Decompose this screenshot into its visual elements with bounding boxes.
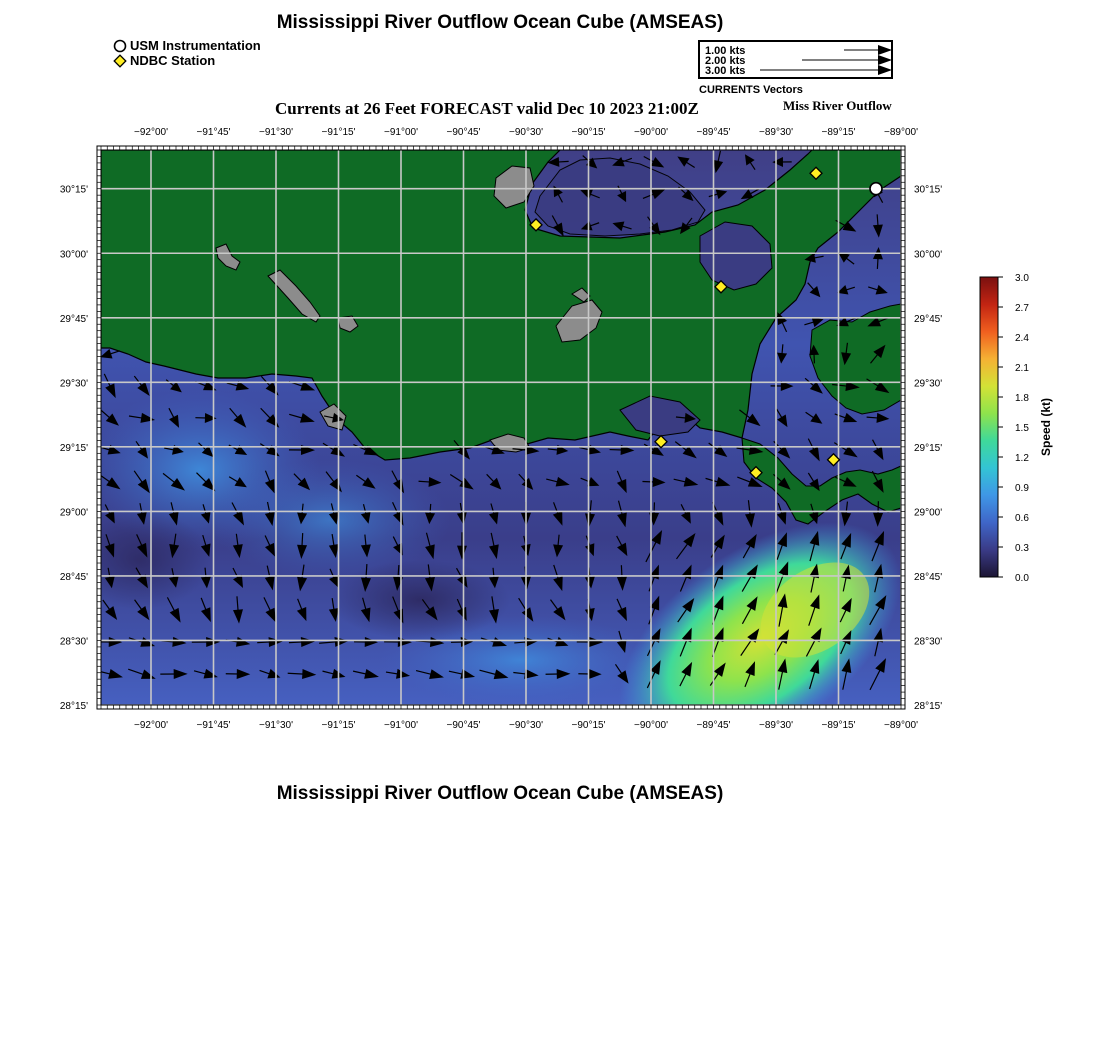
colorbar-tick-label: 0.0 [1015,573,1029,584]
lon-label: −90°15' [571,127,606,138]
lon-label: −90°00' [634,720,668,731]
lon-label: −90°45' [446,720,481,731]
colorbar-gradient [980,277,998,577]
lon-label: −89°15' [821,127,856,138]
lon-label: −89°30' [759,720,793,731]
lat-labels-right [914,185,942,712]
colorbar-tick-label: 0.6 [1015,513,1029,524]
forecast-subtitle: Currents at 26 Feet FORECAST valid Dec 10 2023 21:00Z [275,99,699,118]
lat-label: 30°00' [59,249,88,261]
colorbar-tick-label: 2.1 [1015,363,1029,374]
colorbar-ticks [998,273,1029,584]
colorbar-tick-label: 2.7 [1015,303,1029,314]
lat-labels-left [60,185,88,712]
colorbar-tick-label: 1.8 [1015,393,1029,404]
lat-label: 29°45' [914,313,943,325]
vector-key-row-2: 2.00 kts [705,55,746,67]
lat-label: 30°15' [59,184,88,196]
colorbar-label: Speed (kt) [1039,397,1053,457]
lat-label: 29°00' [59,507,88,519]
usm-station-marker[interactable] [870,183,882,195]
lat-label: 28°45' [59,571,88,583]
vector-key-row-3: 3.00 kts [705,65,746,77]
colorbar-tick-label: 2.4 [1015,333,1029,344]
lat-label: 29°30' [914,378,943,390]
lat-label: 28°30' [914,636,943,648]
lon-label: −89°45' [696,720,731,731]
region-label: Miss River Outflow [783,98,892,113]
lon-labels-top [134,127,918,138]
lon-label: −91°30' [259,127,293,138]
legend-usm-label: USM Instrumentation [130,38,261,53]
lat-label: 29°30' [59,378,88,390]
colorbar-tick-label: 0.9 [1015,483,1029,494]
vector-key-caption: CURRENTS Vectors [699,84,803,96]
lat-label: 30°15' [914,184,943,196]
legend-ndbc-label: NDBC Station [130,53,216,68]
lon-label: −90°15' [571,720,606,731]
colorbar-tick-label: 1.5 [1015,423,1029,434]
map-title-bottom: Mississippi River Outflow Ocean Cube (AMSEAS) [276,783,724,804]
lat-label: 30°00' [914,249,943,261]
lon-label: −91°45' [196,720,231,731]
lat-label: 29°45' [59,313,88,325]
lon-label: −91°00' [384,127,418,138]
lat-label: 28°15' [59,701,88,712]
lon-label: −89°30' [759,127,793,138]
lat-label: 29°00' [914,507,943,519]
lon-label: −91°15' [321,127,356,138]
lon-label: −89°00' [884,127,918,138]
lon-label: −90°30' [509,127,543,138]
lon-label: −92°00' [134,127,168,138]
lon-labels-bottom [134,720,918,731]
lon-label: −91°45' [196,127,231,138]
lon-label: −89°00' [884,720,918,731]
lon-label: −90°45' [446,127,481,138]
lat-label: 28°45' [914,571,943,583]
vector-key-row-1: 1.00 kts [705,45,746,57]
lon-label: −91°30' [259,720,293,731]
lon-label: −89°15' [821,720,856,731]
lat-label: 29°15' [914,442,943,454]
colorbar-tick-label: 1.2 [1015,453,1029,464]
lon-label: −92°00' [134,720,168,731]
lon-label: −89°45' [696,127,731,138]
colorbar-tick-label: 0.3 [1015,543,1029,554]
lon-label: −90°30' [509,720,543,731]
lat-label: 29°15' [59,442,88,454]
lon-label: −91°00' [384,720,418,731]
lat-label: 28°30' [59,636,88,648]
lon-label: −90°00' [634,127,668,138]
lon-label: −91°15' [321,720,356,731]
speed-colorbar [970,265,1060,595]
map-title: Mississippi River Outflow Ocean Cube (AMSEAS) [276,12,724,33]
lat-label: 28°15' [914,701,943,712]
colorbar-tick-label: 3.0 [1015,273,1029,284]
map-field [70,150,943,760]
